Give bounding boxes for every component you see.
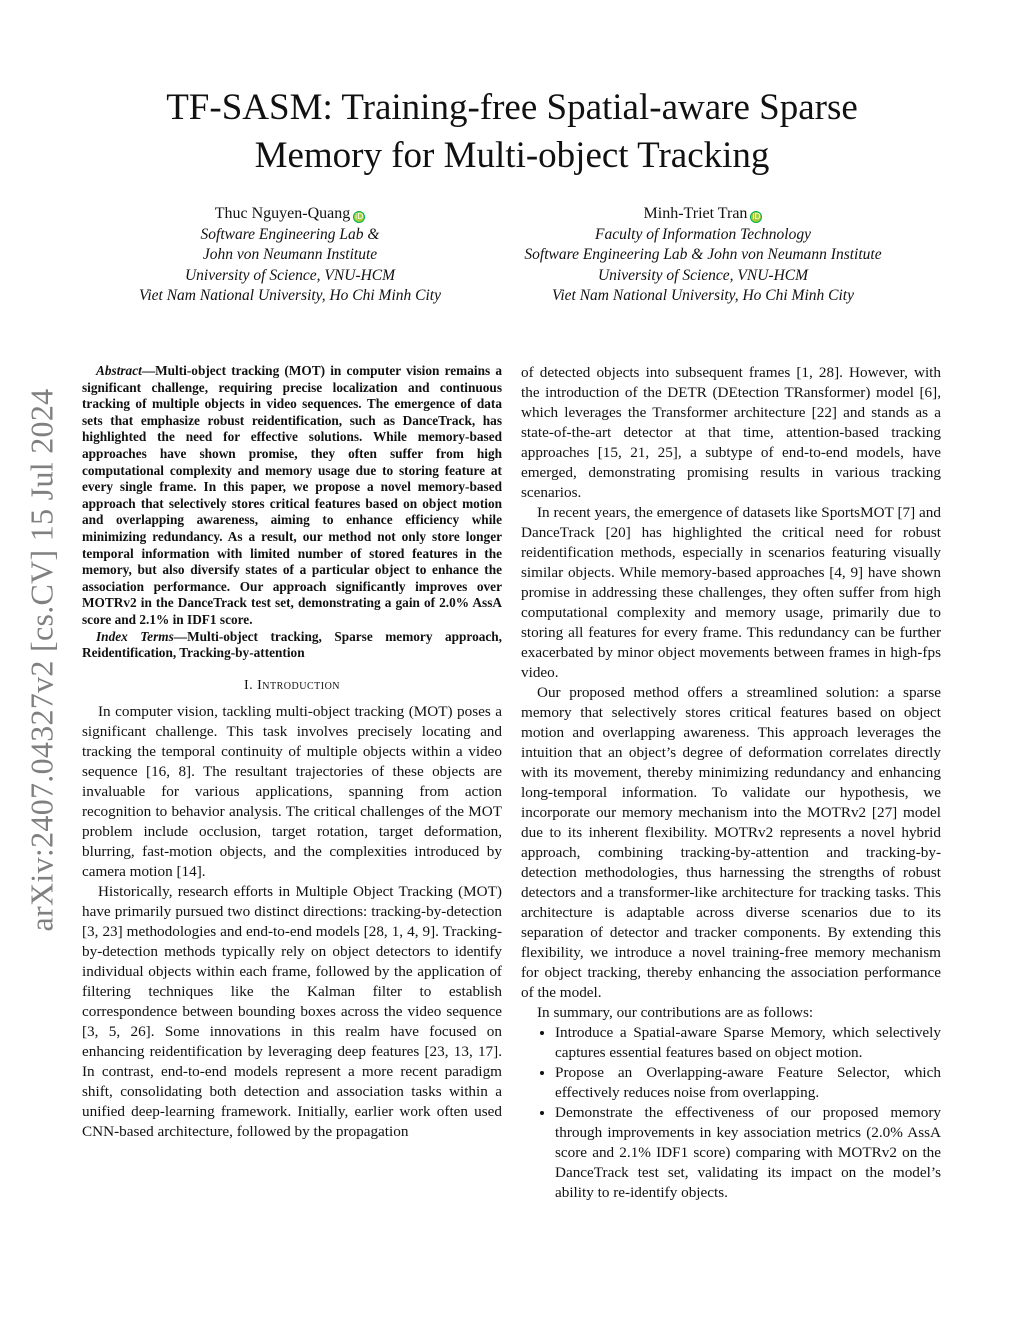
author-1-affiliation-2: John von Neumann Institute: [202, 246, 378, 263]
author-1-affiliation-3: University of Science, VNU-HCM: [184, 266, 396, 284]
orcid-icon[interactable]: iD: [752, 212, 761, 221]
author-2-affiliation-4: Viet Nam National University, Ho Chi Minh City: [552, 287, 854, 304]
author-1-name: Thuc Nguyen-Quang: [214, 205, 351, 222]
arxiv-identifier: arXiv:2407.04327v2 [cs.CV] 15 Jul 2024: [23, 388, 60, 932]
author-2-affiliation-2: Software Engineering Lab & John von Neumann Institute: [524, 246, 882, 263]
author-1-affiliation-4: Viet Nam National University, Ho Chi Minh City: [139, 287, 441, 304]
left-column: [82, 363, 502, 1142]
index-terms: [82, 629, 502, 662]
title-line-2: Memory for Multi-object Tracking: [254, 135, 770, 176]
contributions-list: [521, 1023, 941, 1203]
author-2-affiliation-1: Faculty of Information Technology: [595, 225, 811, 243]
intro-paragraph-6: In summary, our contributions are as follows:: [537, 1004, 814, 1021]
author-2-name: Minh-Triet Tran: [643, 205, 748, 222]
contribution-item-1: • Introduce a Spatial-aware Sparse Memory, which selectively captures essential features based on object motion.: [555, 1023, 941, 1063]
contribution-item-2: • Propose an Overlapping-aware Feature Selector, which effectively reduces noise from overlapping.: [555, 1063, 941, 1103]
title-line-1: TF-SASM: Training-free Spatial-aware Sparse: [166, 87, 858, 128]
intro-paragraph-2: Historically, research efforts in Multiple Object Tracking (MOT) have primarily pursued two distinct directions: tracking-by-detection [3, 23] methodologies and end-to-end models [28, 1, 4, 9]. Tracking-by-detection methods typically rely on object detectors to identify individual objects within each frame, followed by the application of filtering techniques like the Kalman filter to establish correspondence between bounding boxes across the video sequence [3, 5, 26]. Some innovations in this realm have focused on enhancing reidentification by leveraging deep features [23, 13, 17]. In contrast, end-to-end models represent a more recent paradigm shift, consolidating both detection and association tasks within a unified deep-learning framework. Initially, earlier work often used CNN-based architecture, followed by the propagation: [82, 882, 502, 1140]
author-2-affiliation-3: University of Science, VNU-HCM: [597, 266, 809, 284]
abstract-label: Abstract: [96, 363, 142, 378]
paper-title: [0, 84, 1024, 180]
abstract-text: —Multi-object tracking (MOT) in computer vision remains a significant challenge, requiring precise localization and continuous tracking of multiple objects in video sequences. The emergence of data sets that emphasize robust reidentification, such as DanceTrack, has highlighted the need for effective solutions. While memory-based approaches have shown promise, they often suffer from high computational complexity and memory usage due to storing feature at every single frame. In this paper, we propose a novel memory-based approach that selectively stores critical features based on object motion and overlapping awareness, aiming to enhance efficiency while minimizing redundancy. As a result, our method not only store longer temporal information with limited number of stored features in the memory, but also diversify states of a particular object to enhance the association performance. Our approach significantly improves over MOTRv2 in the DanceTrack test set, demonstrating a gain of 2.0% AssA score and 2.1% in IDF1 score.: [82, 363, 502, 627]
contribution-item-3: • Demonstrate the effectiveness of our proposed memory through improvements in key association metrics (2.0% AssA score and 2.1% IDF1 score) comparing with MOTRv2 on the DanceTrack test set, validating its impact on the model’s ability to re-identify objects.: [555, 1103, 941, 1203]
intro-paragraph-4: In recent years, the emergence of datasets like SportsMOT [7] and DanceTrack [20] has highlighted the critical need for robust reidentification methods, especially in scenarios featuring visually similar objects. While memory-based approaches [4, 9] have shown promise in addressing these challenges, they often suffer from high computational complexity and memory usage, primarily due to storing all features for every frame. This redundancy can be further exacerbated by minor object movements between frames in high-fps video.: [521, 504, 941, 681]
orcid-icon[interactable]: iD: [355, 212, 364, 221]
index-terms-text: —Multi-object tracking, Sparse memory approach, Reidentification, Tracking-by-attention: [82, 628, 503, 661]
intro-paragraph-5: Our proposed method offers a streamlined solution: a sparse memory that selectively stores critical features based on object motion and overlapping awareness. This approach leverages the intuition that an object’s degree of deformation correlates directly with its movement, thereby minimizing redundancy and enhancing long-temporal information. To validate our hypothesis, we incorporate our memory mechanism into the MOTRv2 [27] model due to its inherent flexibility. MOTRv2 represents a novel hybrid approach, combining tracking-by-attention and tracking-by-detection methodologies, thus harnessing the strengths of robust detectors and a transformer-like architecture for tracking tasks. This architecture is adaptable across diverse scenarios due to its separation of detector and tracker components. By extending this flexibility, we introduce a novel training-free memory mechanism for object tracking, thereby enhancing the association performance of the model.: [521, 684, 941, 1001]
author-1: [84, 204, 496, 307]
author-2: [496, 204, 910, 307]
abstract: [82, 363, 502, 629]
right-column: [521, 363, 941, 1203]
index-terms-label: Index Terms: [96, 628, 174, 644]
arxiv-sidebar: [18, 360, 66, 960]
section-heading-introduction: I. Introduction: [243, 677, 341, 693]
author-1-affiliation-1: Software Engineering Lab &: [200, 225, 380, 243]
intro-paragraph-3: of detected objects into subsequent frames [1, 28]. However, with the introduction of the DETR (DEtection TRansformer) model [6], which leverages the Transformer architecture [22] and stands as a state-of-the-art detector at that time, attention-based tracking approaches [15, 21, 25], a subtype of end-to-end models, have emerged, demonstrating promising results in various tracking scenarios.: [521, 364, 941, 501]
intro-paragraph-1: In computer vision, tackling multi-object tracking (MOT) poses a significant challenge. This task involves precisely locating and tracking the temporal continuity of multiple objects within a video sequence [16, 8]. The resultant trajectories of these objects are invaluable for various applications, spanning from action recognition to behavior analysis. The critical challenges of the MOT problem include occlusion, target rotation, target deformation, blurring, fast-motion objects, and the complexities introduced by camera motion [14].: [82, 702, 502, 880]
